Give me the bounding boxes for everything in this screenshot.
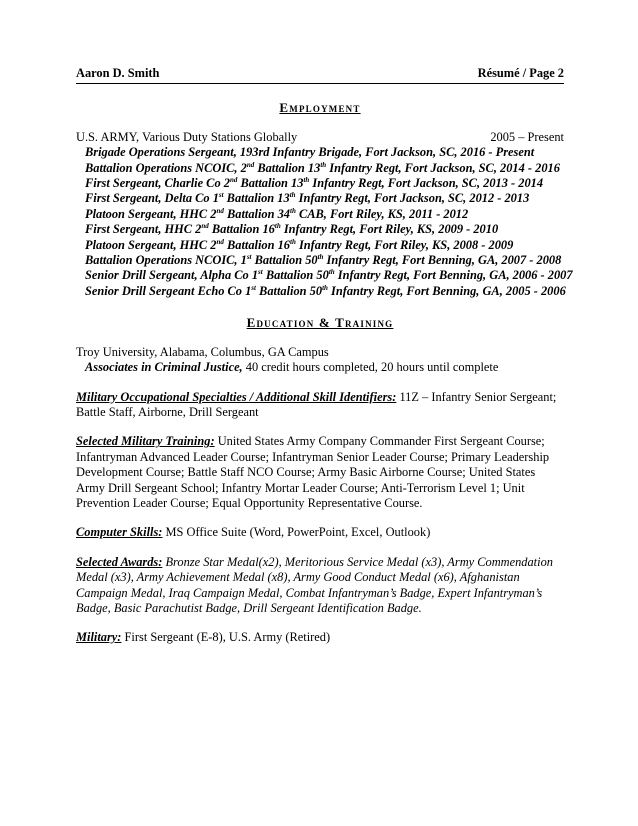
mos-paragraph xyxy=(76,390,564,421)
position-item: Senior Drill Sergeant, Alpha Co 1st Battalion 50th Infantry Regt, Fort Benning, GA, 2006 - 2007 xyxy=(85,268,573,283)
degree-detail: 40 credit hours completed, 20 hours until complete xyxy=(242,360,499,375)
position-item: Senior Drill Sergeant Echo Co 1st Battalion 50th Infantry Regt, Fort Benning, GA, 2005 - 2006 xyxy=(85,283,566,298)
resume-page xyxy=(76,66,573,646)
computer-paragraph xyxy=(76,525,564,540)
position-item: Brigade Operations Sergeant, 193rd Infantry Brigade, Fort Jackson, SC, 2016 - Present xyxy=(85,145,535,160)
training-label: Selected Military Training: xyxy=(76,434,215,449)
position-item: Battalion Operations NCOIC, 1st Battalion 50th Infantry Regt, Fort Benning, GA, 2007 - 2008 xyxy=(85,252,562,268)
employer: U.S. ARMY, Various Duty Stations Globally xyxy=(76,129,298,144)
mos-label: Military Occupational Specialties / Additional Skill Identifiers: xyxy=(76,389,397,404)
position-item: Battalion Operations NCOIC, 2nd Battalion 13th Infantry Regt, Fort Jackson, SC, 2014 - 2016 xyxy=(85,160,560,175)
degree-line xyxy=(76,360,564,375)
awards-text: Bronze Star Medal(x2), Meritorious Service Medal (x3), Army Commendation Medal (x3), Army Achievement Medal (x8), Army Good Conduct Medal (x6), Afghanistan Campaign Medal, Iraq Campaign Medal, Combat Infantryman’s Badge, Expert Infantryman’s Badge, Basic Parachutist Badge, Drill Sergeant Identification Badge. xyxy=(76,554,553,615)
computer-text: MS Office Suite (Word, PowerPoint, Excel, Outlook) xyxy=(162,525,431,540)
training-text: United States Army Company Commander First Sergeant Course; Infantryman Advanced Leader Course; Infantryman Senior Leader Course; Primary Leadership Development Course; Battle Staff NCO Course; Army Basic Airborne Course; United States Army Drill Sergeant School; Infantry Mortar Leader Course; Anti-Terrorism Level 1; Unit Prevention Leader Course; Equal Opportunity Representative Course. xyxy=(76,434,550,510)
employer-row xyxy=(76,130,564,145)
page-header xyxy=(76,66,564,84)
education-heading: Education & Training xyxy=(246,315,394,331)
degree: Associates in Criminal Justice, xyxy=(85,360,243,375)
header-page-number: Résumé / Page 2 xyxy=(477,66,564,80)
training-paragraph xyxy=(76,434,564,511)
position-item: First Sergeant, Delta Co 1st Battalion 13th Infantry Regt, Fort Jackson, SC, 2012 - 2013 xyxy=(85,191,530,206)
school: Troy University, Alabama, Columbus, GA Campus xyxy=(76,344,329,359)
military-paragraph xyxy=(76,630,564,645)
position-item: Platoon Sergeant, HHC 2nd Battalion 34th CAB, Fort Riley, KS, 2011 - 2012 xyxy=(85,206,469,221)
employment-dates: 2005 – Present xyxy=(490,129,564,144)
military-label: Military: xyxy=(76,630,122,645)
position-item: First Sergeant, Charlie Co 2nd Battalion 13th Infantry Regt, Fort Jackson, SC, 2013 - 2014 xyxy=(85,175,544,191)
employment-heading: Employment xyxy=(279,100,361,116)
military-text: First Sergeant (E-8), U.S. Army (Retired) xyxy=(121,630,331,645)
positions-list xyxy=(76,145,573,299)
position-item: First Sergeant, HHC 2nd Battalion 16th Infantry Regt, Fort Riley, KS, 2009 - 2010 xyxy=(85,222,499,237)
computer-label: Computer Skills: xyxy=(76,525,163,540)
awards-label: Selected Awards: xyxy=(76,554,163,569)
header-name: Aaron D. Smith xyxy=(76,66,160,80)
position-item: Platoon Sergeant, HHC 2nd Battalion 16th Infantry Regt, Fort Riley, KS, 2008 - 2009 xyxy=(85,237,514,252)
awards-paragraph xyxy=(76,555,564,617)
mos-text: 11Z – Infantry Senior Sergeant; Battle Staff, Airborne, Drill Sergeant xyxy=(76,389,557,419)
